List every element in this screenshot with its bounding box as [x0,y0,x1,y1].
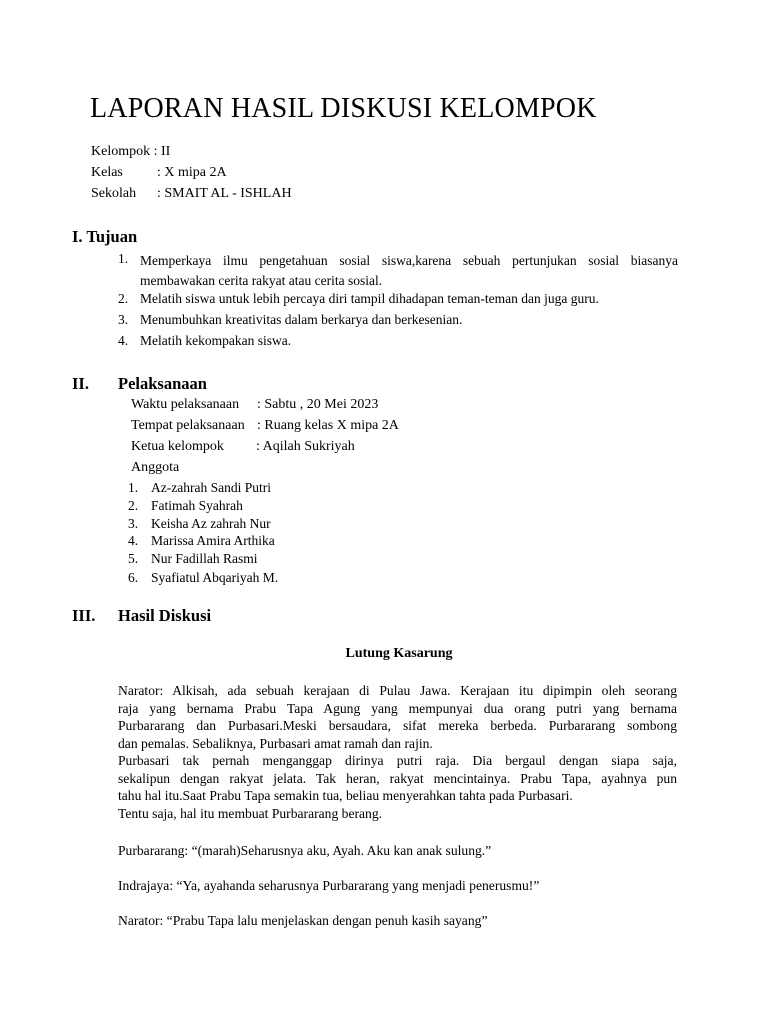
tujuan-item-number: 4. [118,333,129,348]
story-paragraph [118,682,677,822]
section-hasil-heading: Hasil Diskusi [118,606,212,625]
story-line: raja yang bernama Prabu Tapa Agung yang mempunyai dua orang putri yang bernama [118,700,677,716]
member-name: Syafiatul Abqariyah M. [151,570,279,585]
dialog-line: Purbararang: “(marah)Seharusnya aku, Ayah. Aku kan anak sulung.” [118,843,492,858]
meta-kelompok [91,144,170,160]
story-line: Purbararang dan Purbasari.Meski bersaudara, sifat mereka berbeda. Purbararang sombong [118,718,677,733]
story-line: Tentu saja, hal itu membuat Purbararang berang. [118,805,383,821]
ketua-label: Ketua kelompok [131,439,224,454]
member-number: 3. [128,516,139,531]
story-line: sekalipun dengan rakyat jelata. Tak heran, rakyat mencintainya. Prabu Tapa, ayahnya pun [118,770,677,786]
ketua-row [131,439,355,455]
member-name: Fatimah Syahrah [151,498,243,513]
kelas-label: Kelas [91,165,123,180]
waktu-row [131,397,379,413]
tujuan-item-number: 2. [118,291,129,306]
tempat-row [131,418,399,434]
sekolah-label: Sekolah [91,186,137,201]
tujuan-item-text: Melatih kekompakan siswa. [140,333,292,348]
story-title: Lutung Kasarung [345,646,453,661]
tujuan-item-line: membawakan cerita rakyat atau cerita sosial. [140,273,383,288]
story-line: dan pemalas. Sebaliknya, Purbasari amat ramah dan rajin. [118,735,433,751]
ketua-value: : Aqilah Sukriyah [256,439,355,454]
section-pelaksanaan-heading: Pelaksanaan [118,374,207,393]
tujuan-item-text: Menumbuhkan kreativitas dalam berkarya dan berkesenian. [140,312,463,327]
sekolah-value: : SMAIT AL - ISHLAH [157,186,292,201]
waktu-label: Waktu pelaksanaan [131,397,240,412]
dialog-indrajaya [118,877,677,895]
member-name: Az-zahrah Sandi Putri [151,480,271,495]
story-line: tahu hal itu.Saat Prabu Tapa semakin tua, beliau menyerahkan tahta pada Purbasari. [118,788,573,803]
section-tujuan-heading: I. Tujuan [72,227,138,246]
tujuan-item-number: 3. [118,312,129,327]
member-name: Marissa Amira Arthika [151,533,275,548]
dialog-line: Narator: “Prabu Tapa lalu menjelaskan dengan penuh kasih sayang” [118,913,488,928]
section-pelaksanaan-number: II. [72,374,89,393]
member-name: Nur Fadillah Rasmi [151,551,258,566]
member-number: 6. [128,570,139,585]
tempat-label: Tempat pelaksanaan [131,418,245,433]
member-number: 5. [128,551,139,566]
anggota-label: Anggota [131,460,180,475]
meta-sekolah [91,186,292,202]
story-line: Narator: Alkisah, ada sebuah kerajaan di Pulau Jawa. Kerajaan itu dipimpin oleh seorang [118,683,677,698]
dialog-purbararang [118,842,677,860]
tujuan-item-text: Melatih siswa untuk lebih percaya diri tampil dihadapan teman-teman dan juga guru. [140,291,599,306]
page-title: LAPORAN HASIL DISKUSI KELOMPOK [90,93,597,124]
member-number: 1. [128,480,139,495]
member-number: 4. [128,533,139,548]
kelas-value: : X mipa 2A [157,165,227,180]
member-number: 2. [128,498,139,513]
meta-kelas [91,165,227,181]
kelompok-text: Kelompok : II [91,144,171,159]
dialog-narator [118,912,677,930]
tempat-value: : Ruang kelas X mipa 2A [257,418,399,433]
story-line: Purbasari tak pernah menganggap dirinya putri raja. Dia bergaul dengan siapa saja, [118,753,677,768]
member-name: Keisha Az zahrah Nur [151,516,271,531]
section-hasil-number: III. [72,606,96,625]
dialog-line: Indrajaya: “Ya, ayahanda seharusnya Purbararang yang menjadi penerusmu!” [118,878,540,893]
waktu-value: : Sabtu , 20 Mei 2023 [257,397,379,412]
tujuan-item-line: Memperkaya ilmu pengetahuan sosial siswa,karena sebuah pertunjukan sosial biasanya [140,253,678,268]
tujuan-item-number: 1. [118,251,129,266]
